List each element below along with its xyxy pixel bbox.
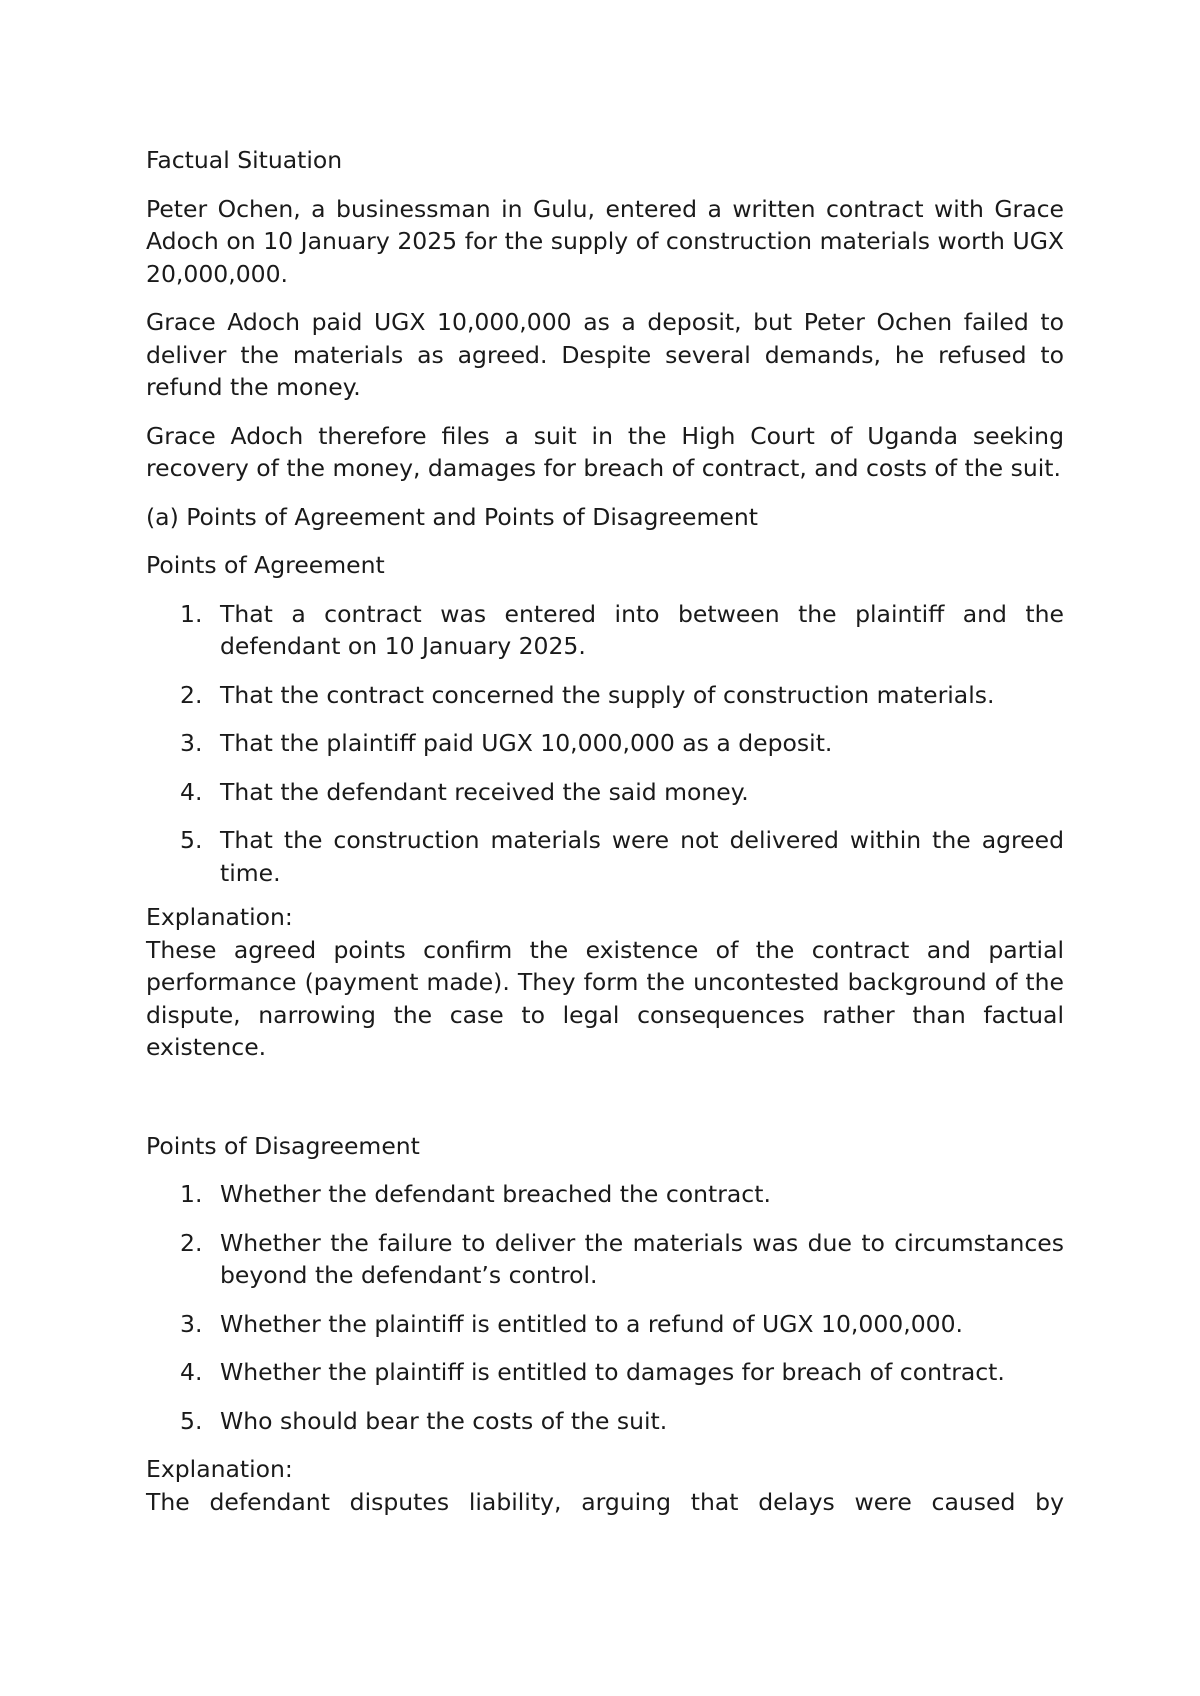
factual-situation-heading: Factual Situation	[146, 146, 343, 174]
list-number: 4.	[180, 777, 203, 806]
list-item-text: Whether the plaintiff is entitled to a refund of UGX 10,000,000.	[220, 1309, 964, 1338]
list-item-text: That the plaintiff paid UGX 10,000,000 as a deposit.	[220, 729, 833, 757]
list-item	[146, 1356, 1064, 1389]
list-item-text: That the defendant received the said money.	[220, 777, 749, 806]
list-number: 5.	[180, 826, 203, 854]
section-a-heading: (a) Points of Agreement and Points of Disagreement	[146, 502, 758, 531]
disagreement-explanation-text: The defendant disputes liability, arguing that delays were caused by	[146, 1487, 1064, 1516]
spacer	[146, 1064, 1064, 1130]
agreement-explanation-text: These agreed points confirm the existence of the contract and partial performance (payment made). They form the uncontested background of the dispute, narrowing the case to legal consequences rather than factual existence.	[146, 935, 1064, 1061]
list-item-text: Who should bear the costs of the suit.	[220, 1406, 668, 1435]
list-number: 2.	[180, 680, 203, 709]
list-number: 1.	[180, 1180, 203, 1208]
list-item-text: That a contract was entered into between the plaintiff and the defendant on 10 January 2025.	[220, 599, 1064, 660]
list-item-text: Whether the failure to deliver the materials was due to circumstances beyond the defendant’s control.	[220, 1228, 1064, 1289]
list-number: 2.	[180, 1228, 203, 1257]
factual-paragraph: Grace Adoch therefore files a suit in the High Court of Uganda seeking recovery of the money, damages for breach of contract, and costs of the suit.	[146, 421, 1064, 482]
disagreement-heading: Points of Disagreement	[146, 1131, 420, 1160]
list-item	[146, 824, 1064, 889]
list-item	[146, 1227, 1064, 1292]
document-body	[146, 144, 1064, 1518]
factual-paragraph: Grace Adoch paid UGX 10,000,000 as a deposit, but Peter Ochen failed to deliver the materials as agreed. Despite several demands, he refused to refund the money.	[146, 308, 1064, 401]
list-item	[146, 1178, 1064, 1211]
disagreement-list	[146, 1178, 1064, 1437]
list-number: 3.	[180, 1309, 203, 1338]
list-number: 4.	[180, 1358, 203, 1386]
agreement-heading: Points of Agreement	[146, 551, 385, 579]
disagreement-explanation-label: Explanation:	[146, 1455, 293, 1483]
list-item	[146, 1308, 1064, 1341]
list-item-text: Whether the plaintiff is entitled to damages for breach of contract.	[220, 1358, 1005, 1386]
list-item	[146, 776, 1064, 809]
list-number: 3.	[180, 729, 203, 757]
agreement-list	[146, 598, 1064, 890]
list-item	[146, 598, 1064, 663]
list-item-text: That the construction materials were not delivered within the agreed time.	[220, 826, 1064, 887]
factual-paragraph: Peter Ochen, a businessman in Gulu, entered a written contract with Grace Adoch on 10 January 2025 for the supply of construction materials worth UGX 20,000,000.	[146, 194, 1064, 288]
agreement-explanation-label: Explanation:	[146, 903, 293, 931]
list-item-text: That the contract concerned the supply of construction materials.	[220, 680, 995, 709]
list-number: 1.	[180, 599, 203, 628]
list-item	[146, 727, 1064, 760]
list-item	[146, 679, 1064, 712]
list-number: 5.	[180, 1406, 203, 1435]
list-item-text: Whether the defendant breached the contract.	[220, 1180, 771, 1208]
list-item	[146, 1405, 1064, 1438]
